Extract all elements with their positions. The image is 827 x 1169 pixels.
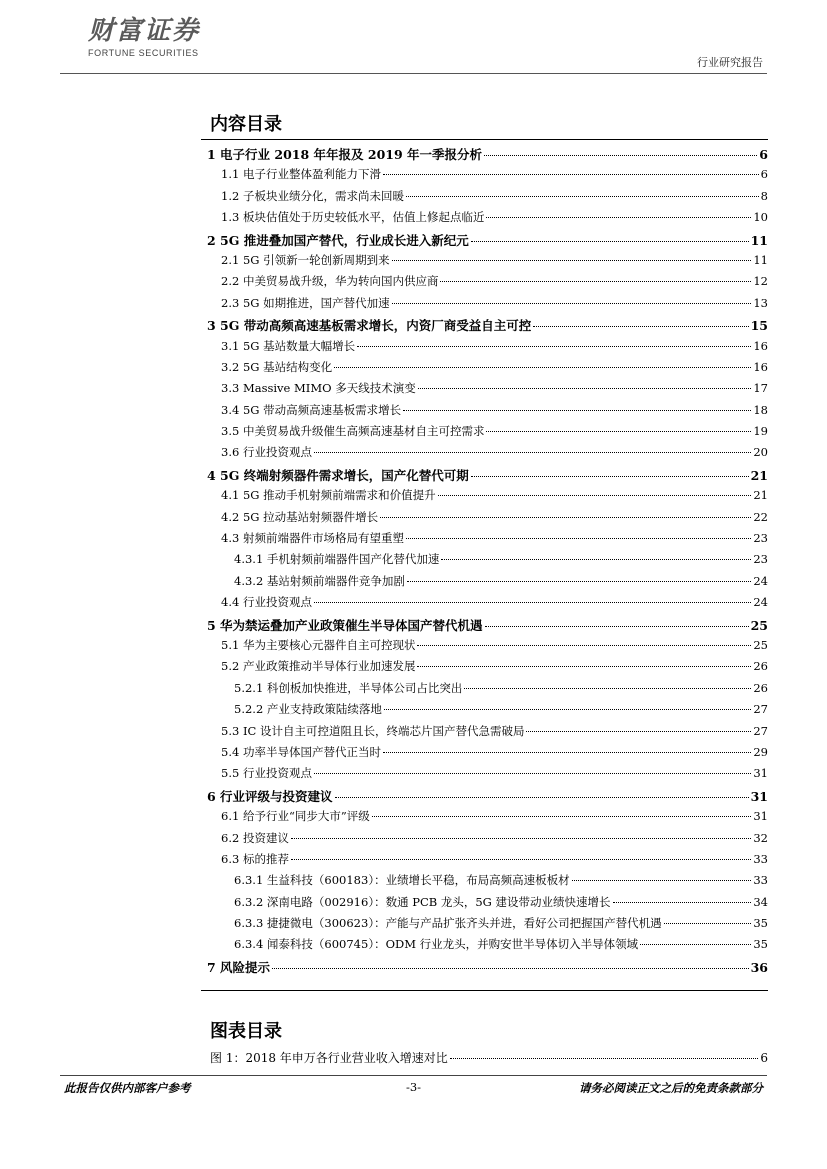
dot-leader [272,968,749,969]
toc-entry-page: 27 [753,702,768,717]
toc-entry-label: 3.6 行业投资观点 [221,445,312,460]
report-type-label: 行业研究报告 [697,56,763,69]
toc-entry[interactable] [201,744,768,765]
toc-entry-label: 6.3 标的推荐 [221,851,289,866]
toc-entry-page: 20 [753,445,768,460]
toc-entry[interactable] [201,487,768,508]
dot-leader [533,326,748,327]
figure-entry[interactable] [210,1049,768,1066]
toc-entry-page: 18 [753,402,768,417]
toc-entry[interactable] [201,616,768,637]
dot-leader [640,944,751,945]
toc-entry-page: 34 [753,894,768,909]
toc-entry-page: 31 [750,788,768,804]
toc-entry[interactable] [201,231,768,252]
toc-entry-label: 5.5 行业投资观点 [221,766,312,781]
dot-leader [464,688,751,689]
dot-leader [418,388,752,389]
toc-entry-label: 6.3.3 捷捷微电（300623）：产能与产品扩张齐头并进，看好公司把握国产替代机遇 [234,916,662,931]
toc-entry-label: 2.1 5G 引领新一轮创新周期到来 [221,252,390,267]
figure-entry-label: 图 1：2018 年申万各行业营业收入增速对比 [210,1051,448,1065]
toc-entry[interactable] [201,380,768,401]
dot-leader [486,431,751,432]
dot-leader [383,752,751,753]
dot-leader [471,241,749,242]
logo-english-name: FORTUNE SECURITIES [88,48,199,58]
toc-entry-label: 4.3.1 手机射频前端器件国产化替代加速 [234,552,440,567]
toc-bottom-rule [201,990,768,991]
dot-leader [438,495,752,496]
dot-leader [613,902,752,903]
dot-leader [440,281,751,282]
toc-entry-page: 15 [750,318,768,334]
dot-leader [383,174,759,175]
toc-entry-label: 3 5G 带动高频高速基板需求增长，内资厂商受益自主可控 [207,318,532,334]
dot-leader [664,923,752,924]
toc-entry-page: 6 [759,147,768,162]
toc-entry-label: 6.1 给予行业“同步大市”评级 [221,809,370,824]
toc-entry[interactable] [201,466,768,487]
dot-leader [572,880,752,881]
toc-entry-page: 16 [753,359,768,374]
toc-entry-label: 3.5 中美贸易战升级催生高频高速基材自主可控需求 [221,424,485,439]
toc-entry[interactable] [201,145,768,166]
toc-entry[interactable] [201,787,768,808]
toc-entry-label: 2.2 中美贸易战升级，华为转向国内供应商 [221,274,439,289]
figure-entry-page: 6 [760,1051,768,1065]
toc-entry-label: 3.1 5G 基站数量大幅增长 [221,338,356,353]
dot-leader [314,602,751,603]
toc-entry[interactable] [201,637,768,658]
toc-entry-page: 21 [750,467,768,483]
toc-entry[interactable] [201,551,768,572]
toc-top-rule [201,139,768,140]
toc-title: 内容目录 [210,114,282,135]
page-number: -3- [405,1080,422,1094]
toc-entry-label: 5.2.1 科创板加快推进，半导体公司占比突出 [234,680,463,695]
toc-entry[interactable] [201,316,768,337]
footer-divider [60,1075,767,1076]
toc-entry[interactable] [201,273,768,294]
toc-entry-page: 33 [753,851,768,866]
toc-entry[interactable] [201,295,768,316]
dot-leader [406,538,751,539]
toc-entry-page: 25 [750,617,768,633]
toc-entry-label: 5.2.2 产业支持政策陆续落地 [234,702,382,717]
toc-entry-page: 16 [753,338,768,353]
footer-disclaimer-right: 请务必阅读正文之后的免责条款部分 [579,1081,763,1095]
header-divider [60,73,767,74]
dot-leader [372,816,752,817]
toc-entry[interactable] [201,423,768,444]
toc-entry-page: 35 [753,916,768,931]
dot-leader [291,838,751,839]
dot-leader [314,773,751,774]
figures-title: 图表目录 [210,1021,282,1042]
dot-leader [450,1058,759,1059]
dot-leader [441,559,751,560]
toc-entry[interactable] [201,509,768,530]
toc-entry-label: 1.3 板块估值处于历史较低水平，估值上修起点临近 [221,210,485,225]
toc-entry-page: 21 [753,488,768,503]
toc-entry-label: 4 5G 终端射频器件需求增长，国产化替代可期 [207,467,469,483]
toc-entry[interactable] [201,166,768,187]
toc-entry-label: 5.4 功率半导体国产替代正当时 [221,744,381,759]
toc-entry[interactable] [201,209,768,230]
toc-entry-page: 10 [753,210,768,225]
toc-entry-page: 36 [750,959,768,975]
toc-entry-label: 7 风险提示 [207,959,271,975]
toc-entry-page: 12 [753,274,768,289]
toc-entry-page: 29 [753,744,768,759]
toc-entry-page: 22 [753,509,768,524]
dot-leader [417,666,751,667]
toc-entry[interactable] [201,359,768,380]
toc-entry-page: 25 [753,637,768,652]
toc-entry-label: 5.3 IC 设计自主可控道阻且长，终端芯片国产替代急需破局 [221,723,525,738]
dot-leader [406,196,759,197]
toc-entry[interactable] [201,444,768,465]
toc-entry-label: 6.3.2 深南电路（002916）：数通 PCB 龙头，5G 建设带动业绩快速增长 [234,894,611,909]
toc-entry-label: 1.1 电子行业整体盈利能力下滑 [221,167,381,182]
dot-leader [407,581,751,582]
dot-leader [417,645,751,646]
toc-entry-label: 4.2 5G 拉动基站射频器件增长 [221,509,379,524]
toc-entry[interactable] [201,680,768,701]
toc-entry-label: 4.3.2 基站射频前端器件竞争加剧 [234,573,405,588]
toc-entry[interactable] [201,252,768,273]
toc-entry-label: 3.4 5G 带动高频高速基板需求增长 [221,402,402,417]
toc-entry-page: 19 [753,424,768,439]
toc-entry-label: 4.4 行业投资观点 [221,595,312,610]
toc-entry-page: 33 [753,873,768,888]
toc-entry-page: 11 [753,252,768,267]
toc-entry[interactable] [201,872,768,893]
toc-entry-page: 13 [753,295,768,310]
toc-entry-label: 6.3.1 生益科技（600183）：业绩增长平稳，布局高频高速板板材 [234,873,570,888]
dot-leader [526,731,751,732]
dot-leader [335,797,749,798]
toc-entry[interactable] [201,338,768,359]
toc-entry[interactable] [201,894,768,915]
toc-entry-label: 5 华为禁运叠加产业政策催生半导体国产替代机遇 [207,617,483,633]
toc-entry-page: 24 [753,595,768,610]
toc-entry-page: 32 [753,830,768,845]
dot-leader [484,155,757,156]
dot-leader [471,476,749,477]
toc-entry[interactable] [201,573,768,594]
toc-entry-label: 3.3 Massive MIMO 多天线技术演变 [221,381,416,396]
toc-entry-page: 31 [753,766,768,781]
logo-chinese-name: 财富证券 [88,16,201,46]
toc-entry[interactable] [201,594,768,615]
toc-entry-page: 26 [753,659,768,674]
toc-entry-label: 4.3 射频前端器件市场格局有望重塑 [221,531,404,546]
toc-entry-page: 26 [753,680,768,695]
toc-entry-label: 4.1 5G 推动手机射频前端需求和价值提升 [221,488,436,503]
toc-entry-page: 24 [753,573,768,588]
toc-entry[interactable] [201,402,768,423]
toc-entry[interactable] [201,723,768,744]
dot-leader [486,217,751,218]
toc-entry-label: 1 电子行业 2018 年年报及 2019 年一季报分析 [207,147,483,162]
dot-leader [314,452,751,453]
toc-entry[interactable] [201,701,768,722]
table-of-contents [201,145,768,979]
toc-entry[interactable] [201,188,768,209]
toc-entry-label: 2 5G 推进叠加国产替代，行业成长进入新纪元 [207,232,469,248]
dot-leader [384,709,751,710]
toc-entry[interactable] [201,958,768,979]
toc-entry[interactable] [201,765,768,786]
toc-entry-label: 6 行业评级与投资建议 [207,788,333,804]
toc-entry-page: 11 [750,232,768,248]
toc-entry[interactable] [201,830,768,851]
toc-entry[interactable] [201,530,768,551]
dot-leader [380,517,751,518]
toc-entry-page: 17 [753,381,768,396]
dot-leader [485,626,749,627]
footer-disclaimer-left: 此报告仅供内部客户参考 [64,1081,191,1095]
toc-entry-label: 1.2 子板块业绩分化，需求尚未回暖 [221,188,404,203]
toc-entry[interactable] [201,658,768,679]
toc-entry-page: 23 [753,531,768,546]
toc-entry-page: 6 [760,167,768,182]
toc-entry[interactable] [201,808,768,829]
dot-leader [291,859,751,860]
toc-entry-page: 27 [753,723,768,738]
toc-entry-page: 8 [760,188,768,203]
dot-leader [392,303,752,304]
toc-entry-page: 31 [753,809,768,824]
toc-entry[interactable] [201,936,768,957]
toc-entry[interactable] [201,915,768,936]
toc-entry-page: 23 [753,552,768,567]
dot-leader [334,367,751,368]
toc-entry-label: 3.2 5G 基站结构变化 [221,359,333,374]
toc-entry-label: 6.3.4 闻泰科技（600745）：ODM 行业龙头，并购安世半导体切入半导体领域 [234,937,639,952]
toc-entry-label: 5.2 产业政策推动半导体行业加速发展 [221,659,416,674]
toc-entry-label: 6.2 投资建议 [221,830,289,845]
dot-leader [357,346,751,347]
dot-leader [403,410,751,411]
toc-entry-label: 5.1 华为主要核心元器件自主可控现状 [221,637,416,652]
dot-leader [392,260,752,261]
toc-entry[interactable] [201,851,768,872]
toc-entry-page: 35 [753,937,768,952]
toc-entry-label: 2.3 5G 如期推进，国产替代加速 [221,295,390,310]
company-logo [88,16,248,58]
